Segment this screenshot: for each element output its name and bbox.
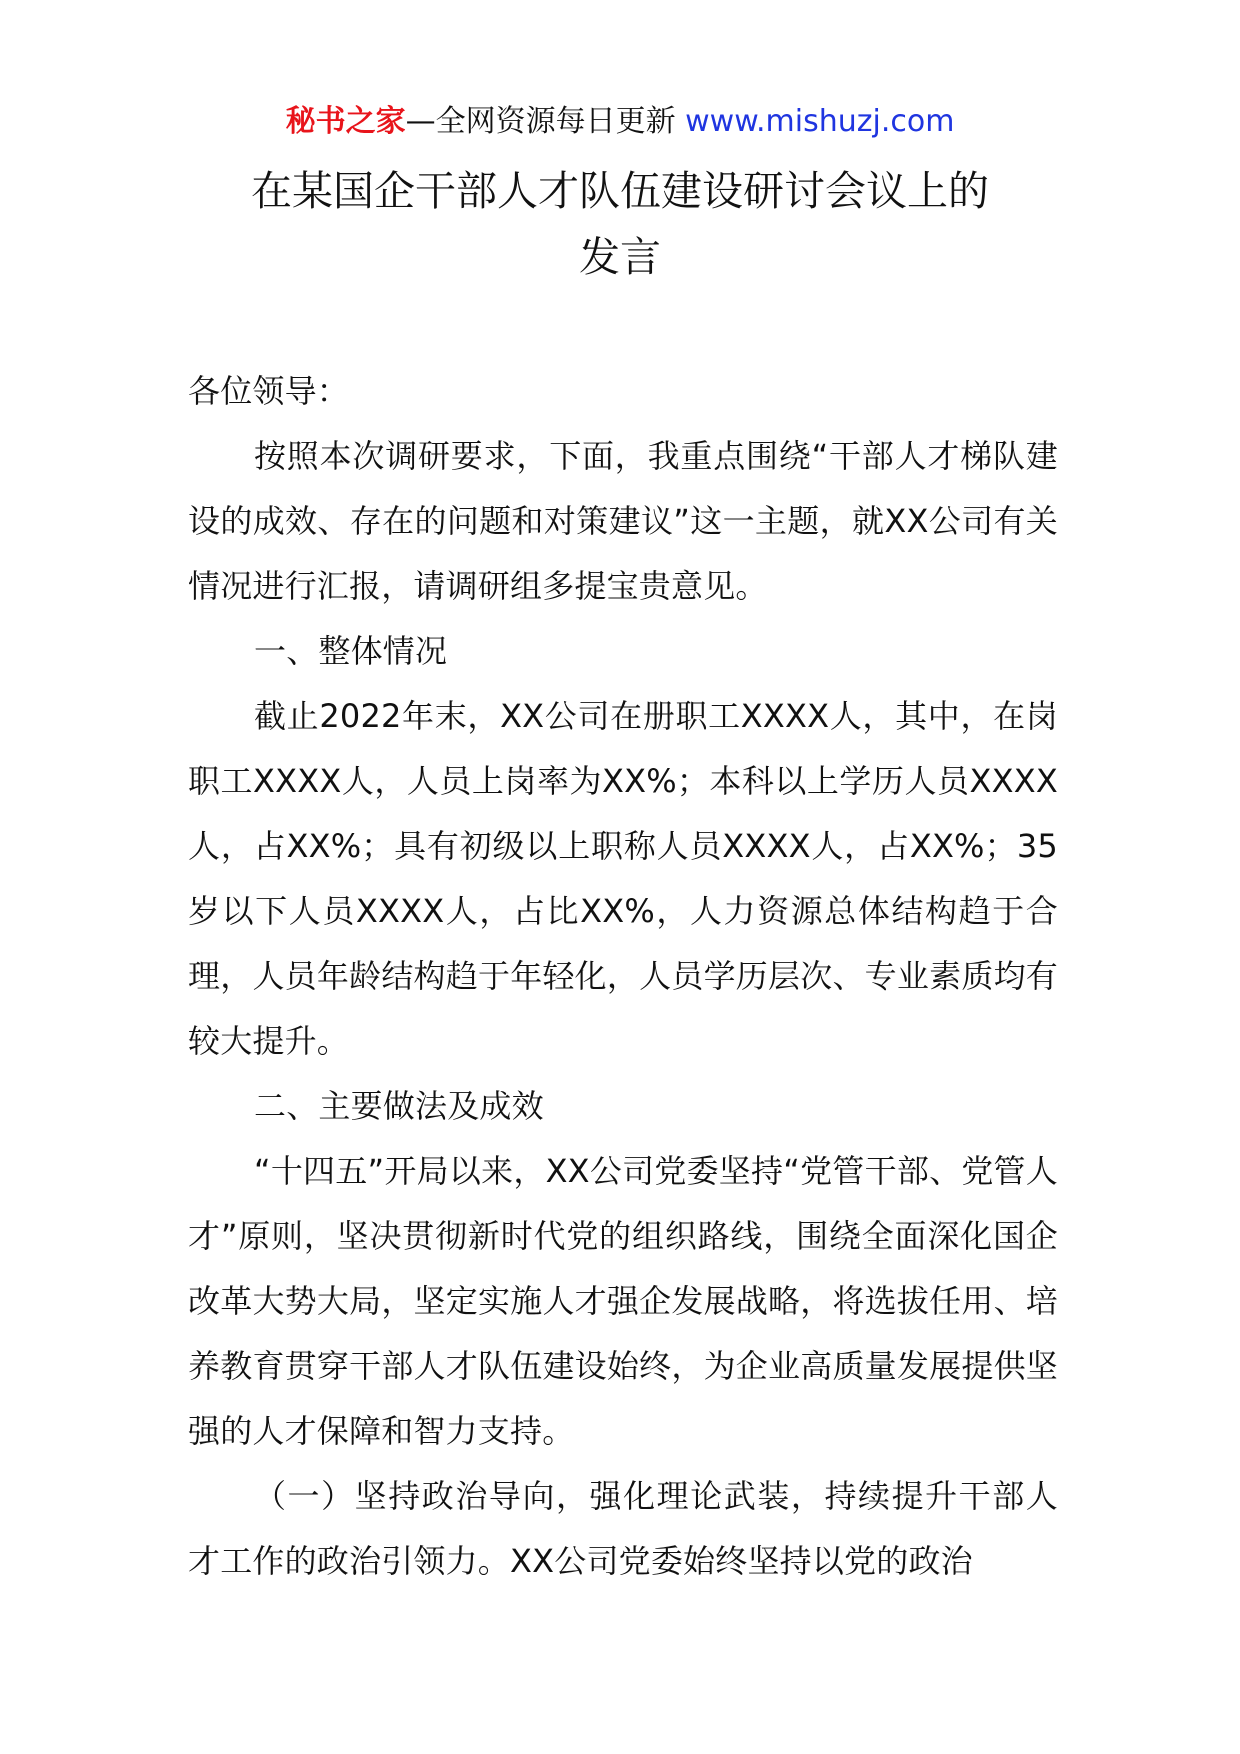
paragraph-intro: 按照本次调研要求，下面，我重点围绕“干部人才梯队建设的成效、存在的问题和对策建议”这一主题，就XX公司有关情况进行汇报，请调研组多提宝贵意见。 — [188, 437, 1058, 605]
section-heading-practices: 二、主要做法及成效 — [254, 1087, 544, 1125]
document-body — [188, 359, 1058, 1594]
paragraph-practices: “十四五”开局以来，XX公司党委坚持“党管干部、党管人才”原则，坚决贯彻新时代党的组织路线，围绕全面深化国企改革大势大局，坚定实施人才强企发展战略，将选拔任用、培养教育贯穿干部人才队伍建设始终，为企业高质量发展提供坚强的人才保障和智力支持。 — [188, 1152, 1058, 1450]
brand-name: 秘书之家 — [285, 104, 406, 139]
title-line-2: 发言 — [579, 233, 661, 281]
header-tagline: —全网资源每日更新 — [405, 104, 686, 139]
paragraph-subsection-1: （一）坚持政治导向，强化理论武装，持续提升干部人才工作的政治引领力。XX公司党委始终坚持以党的政治 — [188, 1477, 1058, 1580]
title-line-1: 在某国企干部人才队伍建设研讨会议上的 — [251, 167, 989, 215]
document-title — [0, 158, 1240, 290]
salutation: 各位领导： — [188, 372, 350, 410]
paragraph-overview: 截止2022年末，XX公司在册职工XXXX人，其中，在岗职工XXXX人，人员上岗率为XX%；本科以上学历人员XXXX人，占XX%；具有初级以上职称人员XXXX人，占XX%；35岁以下人员XXXX人，占比XX%，人力资源总体结构趋于合理，人员年龄结构趋于年轻化，人员学历层次、专业素质均有较大提升。 — [188, 697, 1058, 1060]
website-link[interactable]: www.mishuzj.com — [685, 104, 955, 139]
watermark-header — [0, 98, 1240, 146]
section-heading-overview: 一、整体情况 — [254, 632, 448, 670]
